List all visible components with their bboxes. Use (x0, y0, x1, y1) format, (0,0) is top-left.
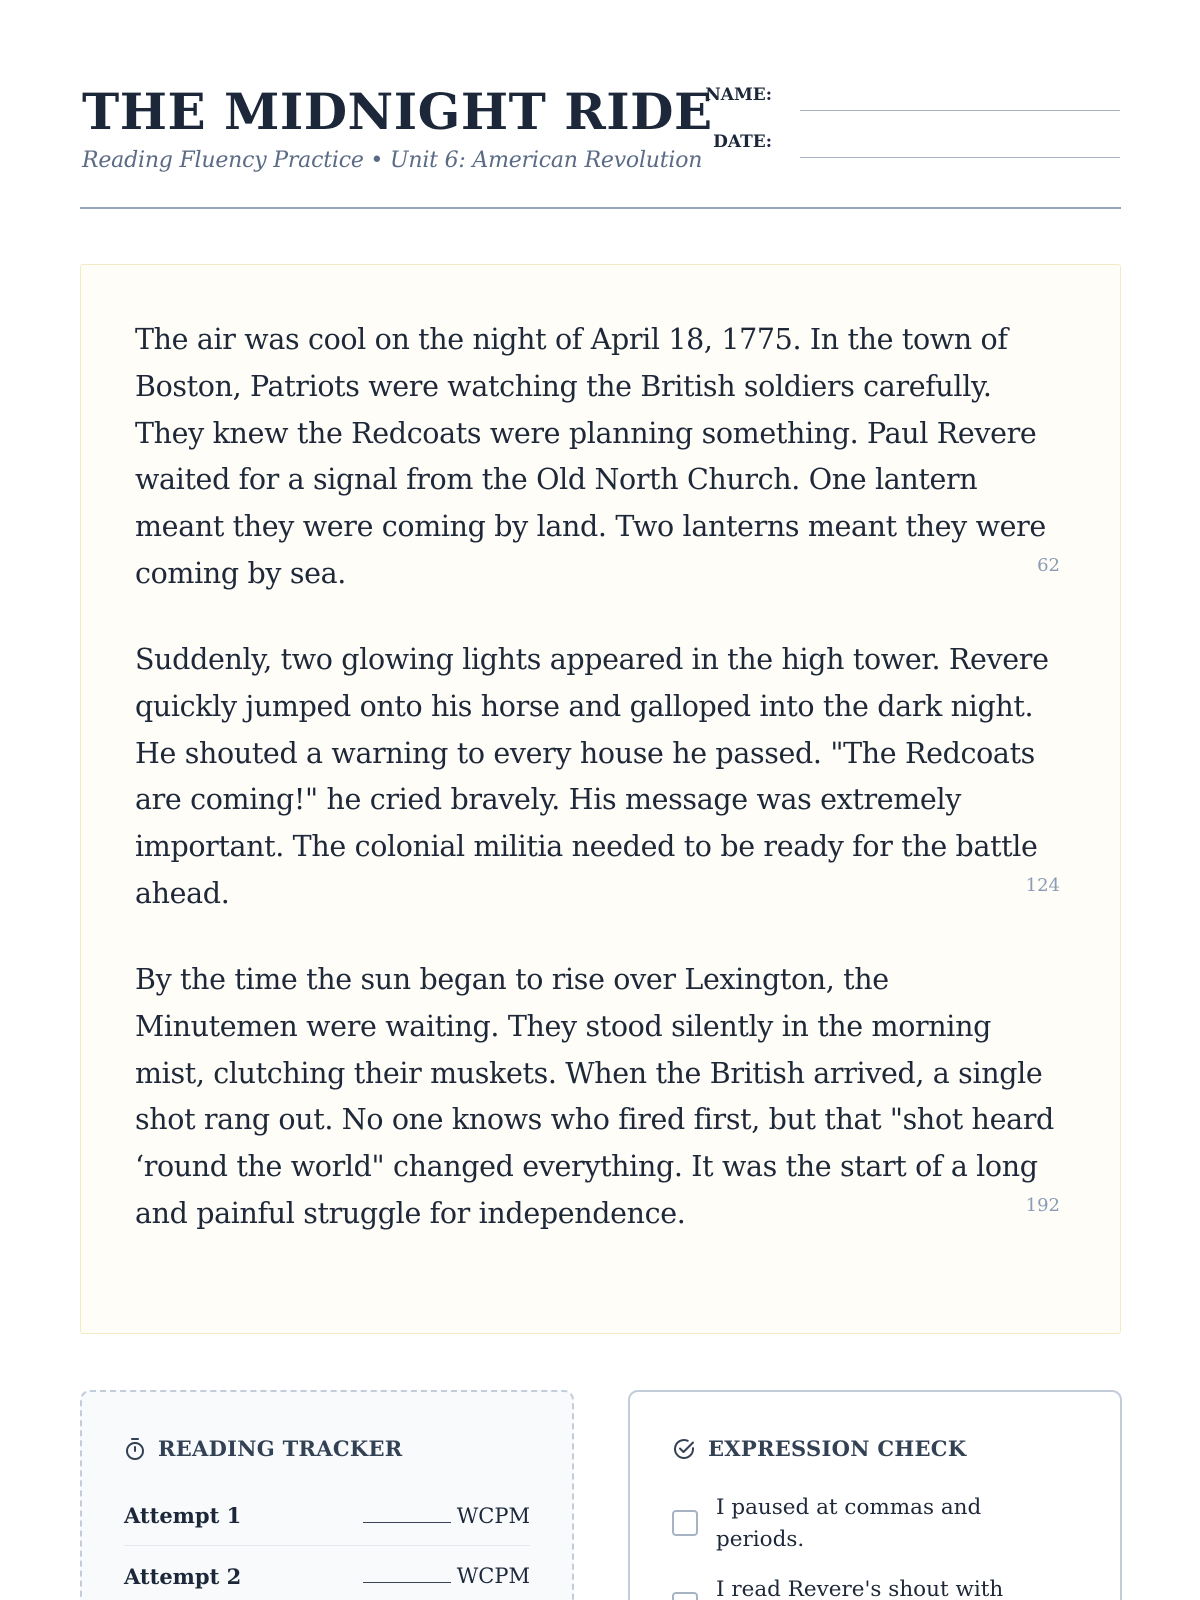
attempt-row (124, 1546, 530, 1600)
expression-check-item[interactable] (672, 1492, 1092, 1556)
passage-line: Boston, Patriots were watching the British soldiers carefully. (135, 369, 992, 403)
passage-line: Suddenly, two glowing lights appeared in the high tower. Revere (135, 643, 1049, 676)
checklist-text-line: I read Revere's shout with (716, 1577, 1004, 1600)
passage-line: He shouted a warning to every house he passed. "The Redcoats (135, 736, 1035, 770)
date-label: DATE: (713, 132, 772, 152)
reading-tracker-title: READING TRACKER (158, 1436, 403, 1461)
wcpm-unit: WCPM (456, 1503, 530, 1528)
name-label: NAME: (705, 85, 772, 105)
word-count-marker: 192 (1025, 1195, 1060, 1216)
attempt-row (124, 1486, 530, 1546)
reading-passage (80, 264, 1121, 1334)
passage-line: are coming!" he cried bravely. His message was extremely (135, 783, 961, 817)
name-field[interactable] (800, 110, 1120, 111)
checklist-text-line: periods. (716, 1527, 805, 1552)
passage-line: The air was cool on the night of April 18, 1775. In the town of (135, 323, 1008, 356)
attempt-label: Attempt 2 (124, 1563, 242, 1589)
passage-line: Minutemen were waiting. They stood silently in the morning (135, 1009, 991, 1043)
attempt-label: Attempt 1 (124, 1503, 242, 1528)
checklist-text (716, 1574, 1003, 1600)
expression-check-header (672, 1436, 966, 1461)
page-subtitle: Reading Fluency Practice • Unit 6: American Revolution (82, 148, 703, 173)
expression-check-title: EXPRESSION CHECK (708, 1436, 967, 1461)
reading-tracker-card (80, 1390, 574, 1600)
passage-line: They knew the Redcoats were planning something. Paul Revere (135, 416, 1037, 450)
passage-line: By the time the sun began to rise over Lexington, the (135, 963, 889, 996)
passage-paragraph (135, 317, 1055, 598)
passage-line: coming by sea. (135, 556, 346, 590)
check-circle-icon (672, 1437, 696, 1461)
passage-line: ahead. (135, 876, 230, 910)
passage-line: important. The colonial militia needed to be ready for the battle (135, 830, 1038, 864)
word-count-marker: 62 (1037, 555, 1060, 576)
passage-line: meant they were coming by land. Two lanterns meant they were (135, 510, 1046, 544)
checkbox[interactable] (672, 1592, 698, 1600)
passage-line: mist, clutching their muskets. When the British arrived, a single (135, 1056, 1043, 1090)
checklist-text (716, 1492, 981, 1556)
passage-line: and painful struggle for independence. (135, 1196, 686, 1230)
passage-paragraph (135, 957, 1055, 1238)
date-field[interactable] (800, 157, 1120, 158)
header-divider (80, 207, 1121, 209)
stopwatch-icon (124, 1437, 146, 1461)
expression-check-item[interactable] (672, 1574, 1092, 1600)
wcpm-blank-field[interactable] (363, 1509, 451, 1523)
passage-line: ‘round the world" changed everything. It was the start of a long (135, 1150, 1038, 1184)
passage-paragraph (135, 637, 1055, 918)
reading-tracker-header (124, 1436, 403, 1461)
expression-check-card (628, 1390, 1122, 1600)
checkbox[interactable] (672, 1510, 698, 1536)
page-title: THE MIDNIGHT RIDE (82, 82, 713, 141)
passage-line: waited for a signal from the Old North Church. One lantern (135, 463, 978, 497)
wcpm-unit: WCPM (456, 1564, 530, 1588)
word-count-marker: 124 (1025, 875, 1060, 896)
passage-line: shot rang out. No one knows who fired first, but that "shot heard (135, 1103, 1054, 1137)
wcpm-blank-field[interactable] (363, 1569, 451, 1583)
checklist-text-line: I paused at commas and (716, 1495, 982, 1520)
passage-line: quickly jumped onto his horse and galloped into the dark night. (135, 689, 1034, 723)
